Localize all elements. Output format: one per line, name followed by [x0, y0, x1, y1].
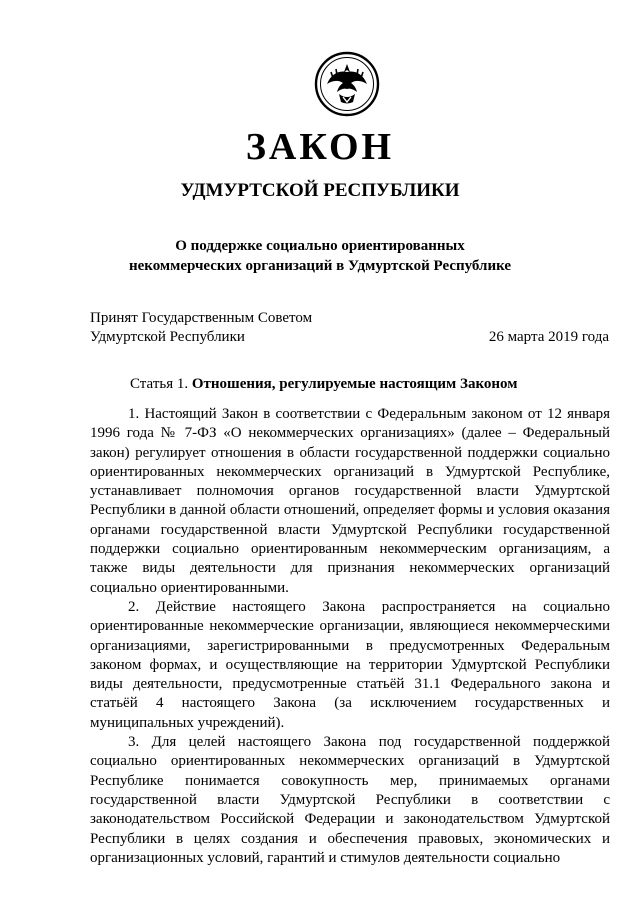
adoption-info: [90, 309, 312, 347]
adopted-by-line: Принят Государственным Советом: [90, 310, 313, 326]
article-title: Отношения, регулируемые настоящим Законом: [191, 376, 518, 392]
law-name: [0, 236, 640, 276]
adoption-date: 26 марта 2019 года: [488, 329, 609, 345]
law-name-line: некоммерческих организаций в Удмуртской Республике: [128, 258, 512, 274]
paragraph: 3. Для целей настоящего Закона под государственной поддержкой социально ориентированных некоммерческих организаций в Удмуртской Республике понимается совокупность мер, принимаемых органами государственной власти Удмуртской Республики в соответствии с законодательством Российской Федерации и законодательством Удмуртской Республики в целях создания и обеспечения правовых, экономических и организационных условий, гарантий и стимулов деятельности социально: [90, 734, 610, 866]
document-title: ЗАКОН: [245, 126, 395, 168]
article-heading: [130, 375, 517, 394]
coat-of-arms-icon: [313, 50, 381, 118]
article-body: [90, 405, 610, 868]
adopted-by-line: Удмуртской Республики: [90, 329, 245, 345]
article-number: Статья 1.: [130, 376, 189, 392]
paragraph: 1. Настоящий Закон в соответствии с Федеральным законом от 12 января 1996 года № 7-ФЗ «О некоммерческих организациях» (далее – Федеральный закон) регулирует отношения в области государственной поддержки социально ориентированных некоммерческих организаций в Удмуртской Республике, устанавливает полномочия органов государственной власти Удмуртской Республики в данной области отношений, определяет формы и условия оказания органами государственной власти Удмуртской Республики государственной поддержки социально ориентированным некоммерческим организациям, а также виды деятельности для признания некоммерческих организаций социально ориентированными.: [90, 406, 610, 596]
paragraph: 2. Действие настоящего Закона распространяется на социально ориентированные некоммерческие организации, являющиеся некоммерческими организациями, зарегистрированными в предусмотренных Федеральным законом формах, и осуществляющие на территории Удмуртской Республики виды деятельности, предусмотренные статьёй 31.1 Федерального закона и статьёй 4 настоящего Закона (за исключением государственных и муниципальных учреждений).: [90, 598, 610, 731]
document-subtitle: УДМУРТСКОЙ РЕСПУБЛИКИ: [180, 180, 460, 201]
law-name-line: О поддержке социально ориентированных: [175, 238, 465, 254]
